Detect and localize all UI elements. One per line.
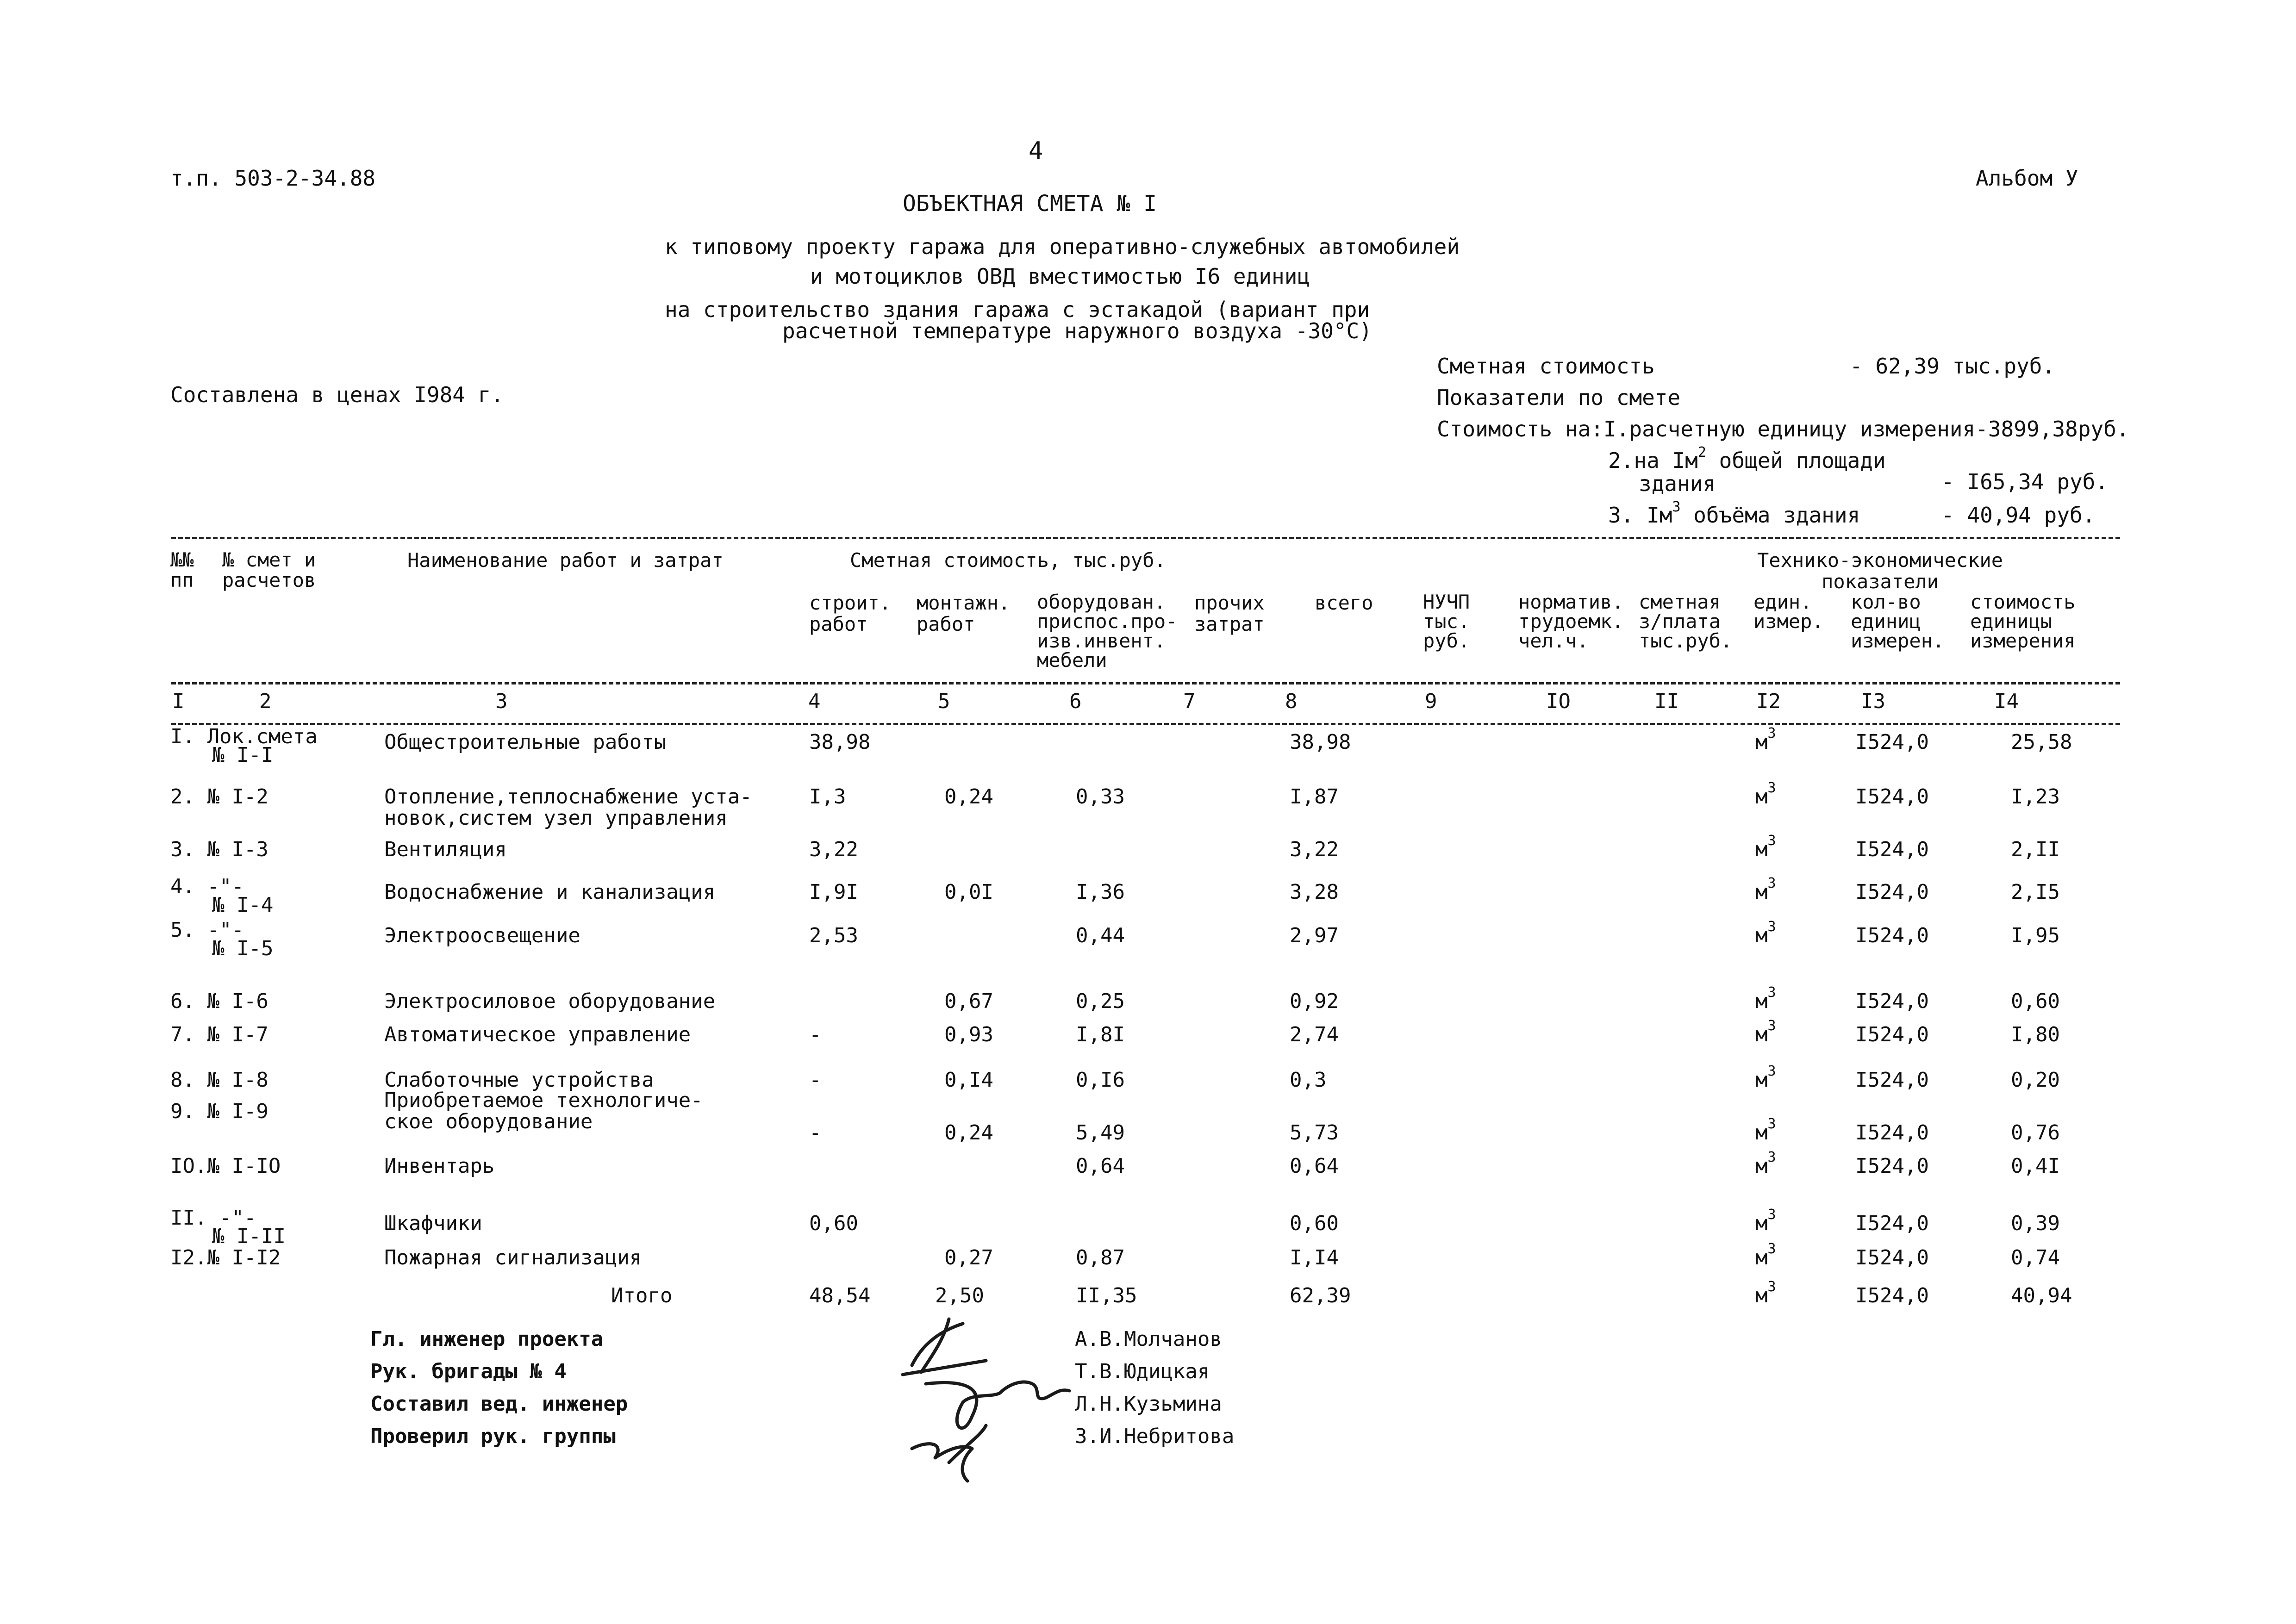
cost-per-area-value: - I65,34 руб. <box>1941 469 2109 494</box>
row-unit-cost: 0,76 <box>2011 1121 2060 1145</box>
subtitle-line-1: к типовому проекту гаража для оперативно-служебных автомобилей <box>665 234 1460 259</box>
row-total-cost: 0,64 <box>1290 1154 1339 1178</box>
handwritten-signatures <box>893 1310 1088 1486</box>
row-unit-cost: I,80 <box>2011 1023 2060 1046</box>
unit-exponent: 3 <box>1767 1149 1776 1165</box>
signature-name: А.В.Молчанов <box>1075 1327 1222 1351</box>
unit-base: м <box>1755 1246 1768 1269</box>
row-unit-cost: 0,20 <box>2011 1068 2060 1092</box>
column-number-rule <box>171 682 2120 684</box>
row-installation-cost: 0,67 <box>944 989 993 1013</box>
row-unit <box>1755 833 1776 861</box>
row-quantity: I524,0 <box>1855 730 1929 754</box>
total-label: Итого <box>611 1284 673 1307</box>
row-quantity: I524,0 <box>1855 785 1929 809</box>
row-equipment-cost: 0,33 <box>1076 785 1125 809</box>
unit-exponent: 3 <box>1767 1279 1776 1295</box>
row-construction-cost: 0,60 <box>809 1212 858 1235</box>
cost-per-volume-pre: 3. Iм <box>1608 503 1672 528</box>
row-work-name: Инвентарь <box>384 1154 495 1178</box>
row-work-name: Общестроительные работы <box>384 730 667 754</box>
column-number: 8 <box>1285 690 1298 713</box>
row-quantity: I524,0 <box>1855 1246 1929 1269</box>
total-installation-cost: 2,50 <box>935 1284 984 1307</box>
total-equipment-cost: II,35 <box>1076 1284 1137 1307</box>
row-equipment-cost: 0,I6 <box>1076 1068 1125 1092</box>
row-unit-cost: 0,74 <box>2011 1246 2060 1269</box>
row-total-cost: I,I4 <box>1290 1246 1339 1269</box>
total-quantity: I524,0 <box>1855 1284 1929 1307</box>
row-construction-cost: I,9I <box>809 880 858 904</box>
row-total-cost: 0,3 <box>1290 1068 1327 1092</box>
row-work-name-cont: ское оборудование <box>384 1110 593 1133</box>
row-quantity: I524,0 <box>1855 924 1929 947</box>
column-number: 5 <box>938 690 950 713</box>
unit-base: м <box>1755 880 1768 904</box>
column-number: 3 <box>495 690 508 713</box>
row-quantity: I524,0 <box>1855 1212 1929 1235</box>
row-work-name: Слаботочные устройства <box>384 1068 654 1092</box>
column-number: I <box>172 690 185 713</box>
unit-base: м <box>1755 1023 1768 1046</box>
row-work-name: Приобретаемое технологиче- <box>384 1089 703 1112</box>
unit-exponent: 3 <box>1767 1241 1776 1257</box>
cost-per-area-post: общей площади <box>1706 448 1886 473</box>
unit-base: м <box>1755 730 1768 754</box>
header-c11: сметная з/плата тыс.руб. <box>1639 591 1733 652</box>
row-work-name: Пожарная сигнализация <box>384 1246 642 1269</box>
unit-exponent: 3 <box>1767 725 1776 741</box>
column-number: I2 <box>1756 690 1781 713</box>
header-group-cost: Сметная стоимость, тыс.руб. <box>850 549 1166 572</box>
signature-role: Проверил рук. группы <box>370 1425 616 1448</box>
album-label: Альбом У <box>1976 166 2078 191</box>
row-unit-cost: 2,I5 <box>2011 880 2060 904</box>
row-equipment-cost: 5,49 <box>1076 1121 1125 1145</box>
indicators-label: Показатели по смете <box>1437 385 1681 410</box>
signature-role: Составил вед. инженер <box>370 1392 628 1416</box>
table-top-rule <box>171 537 2120 539</box>
header-c13: кол-во единиц измерен. <box>1851 591 1945 652</box>
row-installation-cost: 0,93 <box>944 1023 993 1046</box>
row-work-name: Вентиляция <box>384 838 507 861</box>
row-total-cost: 0,92 <box>1290 989 1339 1013</box>
header-col-estimate: № смет и расчетов <box>222 548 316 591</box>
row-equipment-cost: 0,44 <box>1076 924 1125 947</box>
header-c9: НУЧП тыс. руб. <box>1423 591 1470 652</box>
signature-role: Гл. инженер проекта <box>370 1327 604 1351</box>
area-exponent: 2 <box>1697 444 1706 460</box>
row-number: 7. № I-7 <box>170 1023 268 1046</box>
header-c4: строит. работ <box>809 591 892 635</box>
column-number: I3 <box>1861 690 1885 713</box>
row-equipment-cost: I,8I <box>1076 1023 1125 1046</box>
row-number: 9. № I-9 <box>170 1100 268 1123</box>
row-installation-cost: 0,24 <box>944 785 993 809</box>
unit-exponent: 3 <box>1767 984 1776 1001</box>
header-col-num: №№ пп <box>170 548 194 591</box>
row-unit-cost: 0,4I <box>2011 1154 2060 1178</box>
estimated-cost-value: - 62,39 тыс.руб. <box>1850 354 2055 379</box>
cost-per-volume-post: объёма здания <box>1680 503 1860 528</box>
row-quantity: I524,0 <box>1855 880 1929 904</box>
total-unit-cost: 40,94 <box>2011 1284 2072 1307</box>
row-unit <box>1755 1149 1776 1178</box>
header-c8: всего <box>1315 591 1373 614</box>
row-work-name: Водоснабжение и канализация <box>384 880 716 904</box>
subtitle-line-3: на строительство здания гаража с эстакадой (вариант при <box>665 297 1370 322</box>
row-number: 3. № I-3 <box>170 838 268 861</box>
row-construction-cost: 2,53 <box>809 924 858 947</box>
row-equipment-cost: 0,87 <box>1076 1246 1125 1269</box>
row-work-name: Отопление,теплоснабжение уста- <box>384 785 752 809</box>
row-number: 8. № I-8 <box>170 1068 268 1092</box>
row-installation-cost: 0,I4 <box>944 1068 993 1092</box>
unit-base: м <box>1755 785 1768 809</box>
row-total-cost: 0,60 <box>1290 1212 1339 1235</box>
header-c14: стоимость единицы измерения <box>1970 591 2076 652</box>
row-installation-cost: 0,0I <box>944 880 993 904</box>
page-number: 4 <box>1029 137 1043 165</box>
row-estimate-ref: № I-5 <box>212 937 274 960</box>
row-work-name: Шкафчики <box>384 1212 482 1235</box>
row-estimate-ref: № I-I <box>212 743 274 767</box>
row-installation-cost: 0,27 <box>944 1246 993 1269</box>
row-unit <box>1755 919 1776 947</box>
row-construction-cost: - <box>809 1121 822 1145</box>
row-installation-cost: 0,24 <box>944 1121 993 1145</box>
row-work-name: Автоматическое управление <box>384 1023 691 1046</box>
unit-exponent: 3 <box>1767 1207 1776 1223</box>
subtitle-line-4: расчетной температуре наружного воздуха -30°С) <box>782 318 1372 343</box>
cost-per-area-line <box>1608 444 1886 473</box>
column-number: 2 <box>259 690 272 713</box>
row-number: II. -"- <box>170 1206 256 1230</box>
row-unit <box>1755 1116 1776 1145</box>
row-construction-cost: - <box>809 1068 822 1092</box>
unit-base: м <box>1755 1068 1768 1092</box>
row-equipment-cost: 0,25 <box>1076 989 1125 1013</box>
row-work-name: Электроосвещение <box>384 924 580 947</box>
row-construction-cost: 3,22 <box>809 838 858 861</box>
row-total-cost: 3,22 <box>1290 838 1339 861</box>
row-unit-cost: 25,58 <box>2011 730 2072 754</box>
header-c10: норматив. трудоемк. чел.ч. <box>1518 591 1624 652</box>
prices-note: Составлена в ценах I984 г. <box>170 382 504 407</box>
row-unit <box>1755 725 1776 754</box>
unit-exponent: 3 <box>1767 919 1776 935</box>
column-number: 6 <box>1069 690 1082 713</box>
row-estimate-ref: № I-4 <box>212 893 274 917</box>
signature-name: З.И.Небритова <box>1075 1425 1235 1448</box>
row-unit-cost: 2,II <box>2011 838 2060 861</box>
row-quantity: I524,0 <box>1855 1023 1929 1046</box>
row-number: 5. -"- <box>170 918 244 942</box>
row-unit <box>1755 780 1776 809</box>
row-total-cost: 2,74 <box>1290 1023 1339 1046</box>
unit-base: м <box>1755 1212 1768 1235</box>
row-construction-cost: I,3 <box>809 785 846 809</box>
column-number: 4 <box>808 690 821 713</box>
header-group-tech: Технико-экономические показатели <box>1757 549 2003 593</box>
cost-per-area-pre: 2.на Iм <box>1608 448 1698 473</box>
row-unit-cost: 0,60 <box>2011 989 2060 1013</box>
row-unit <box>1755 875 1776 904</box>
header-c7: прочих затрат <box>1194 591 1265 635</box>
row-work-name-cont: новок,систем узел управления <box>384 806 728 830</box>
document-title: ОБЪЕКТНАЯ СМЕТА № I <box>903 191 1157 217</box>
row-unit-cost: I,23 <box>2011 785 2060 809</box>
row-quantity: I524,0 <box>1855 1154 1929 1178</box>
cost-per-area-label: здания <box>1639 471 1716 496</box>
row-unit <box>1755 1241 1776 1269</box>
cost-per-volume-value: - 40,94 руб. <box>1941 503 2096 528</box>
volume-exponent: 3 <box>1672 499 1681 515</box>
header-c12: един. измер. <box>1753 591 1824 633</box>
column-number: 9 <box>1425 690 1437 713</box>
unit-base: м <box>1755 1121 1768 1145</box>
unit-exponent: 3 <box>1767 1063 1776 1079</box>
row-quantity: I524,0 <box>1855 1068 1929 1092</box>
row-unit <box>1755 1018 1776 1046</box>
row-number: 2. № I-2 <box>170 785 268 809</box>
row-number: IO.№ I-IO <box>170 1154 281 1178</box>
row-unit <box>1755 1063 1776 1092</box>
row-unit <box>1755 1207 1776 1235</box>
row-number: I. Лок.смета <box>170 725 318 748</box>
row-construction-cost: 38,98 <box>809 730 871 754</box>
row-number: 6. № I-6 <box>170 989 268 1013</box>
signature-role: Рук. бригады № 4 <box>370 1360 567 1383</box>
row-total-cost: 5,73 <box>1290 1121 1339 1145</box>
signature-name: Т.В.Юдицкая <box>1075 1360 1210 1383</box>
unit-base: м <box>1755 924 1768 947</box>
row-quantity: I524,0 <box>1855 1121 1929 1145</box>
column-number: IO <box>1546 690 1571 713</box>
row-total-cost: 38,98 <box>1290 730 1351 754</box>
row-unit-cost: I,95 <box>2011 924 2060 947</box>
header-c6: оборудован. приспос.про- изв.инвент. мебели <box>1037 591 1178 672</box>
row-total-cost: 2,97 <box>1290 924 1339 947</box>
signature-name: Л.Н.Кузьмина <box>1075 1392 1222 1416</box>
unit-exponent: 3 <box>1767 1018 1776 1034</box>
row-total-cost: I,87 <box>1290 785 1339 809</box>
row-unit <box>1755 984 1776 1013</box>
total-cost: 62,39 <box>1290 1284 1351 1307</box>
total-unit <box>1755 1279 1776 1307</box>
unit-base: м <box>1755 838 1768 861</box>
total-construction-cost: 48,54 <box>809 1284 871 1307</box>
row-quantity: I524,0 <box>1855 989 1929 1013</box>
document-code: т.п. 503-2-34.88 <box>170 166 376 191</box>
column-number: I4 <box>1994 690 2019 713</box>
row-equipment-cost: 0,64 <box>1076 1154 1125 1178</box>
row-estimate-ref: № I-II <box>212 1225 286 1248</box>
column-number: II <box>1654 690 1679 713</box>
subtitle-line-2: и мотоциклов ОВД вместимостью I6 единиц <box>810 264 1310 289</box>
row-construction-cost: - <box>809 1023 822 1046</box>
estimated-cost-label: Сметная стоимость <box>1437 354 1655 379</box>
row-number: I2.№ I-I2 <box>170 1246 281 1269</box>
unit-base: м <box>1755 989 1768 1013</box>
row-quantity: I524,0 <box>1855 838 1929 861</box>
unit-base: м <box>1755 1284 1768 1307</box>
unit-exponent: 3 <box>1767 875 1776 891</box>
unit-exponent: 3 <box>1767 1116 1776 1132</box>
row-equipment-cost: I,36 <box>1076 880 1125 904</box>
unit-base: м <box>1755 1154 1768 1178</box>
row-total-cost: 3,28 <box>1290 880 1339 904</box>
row-unit-cost: 0,39 <box>2011 1212 2060 1235</box>
unit-exponent: 3 <box>1767 833 1776 849</box>
column-number: 7 <box>1183 690 1196 713</box>
header-c5: монтажн. работ <box>917 591 1011 635</box>
row-work-name: Электросиловое оборудование <box>384 989 716 1013</box>
cost-per-volume-line <box>1608 499 1860 528</box>
unit-exponent: 3 <box>1767 780 1776 796</box>
cost-per-unit: Стоимость на:I.расчетную единицу измерения-3899,38руб. <box>1437 417 2129 442</box>
header-col-name: Наименование работ и затрат <box>407 549 724 572</box>
table-body-rule <box>171 723 2120 725</box>
row-number: 4. -"- <box>170 875 244 898</box>
